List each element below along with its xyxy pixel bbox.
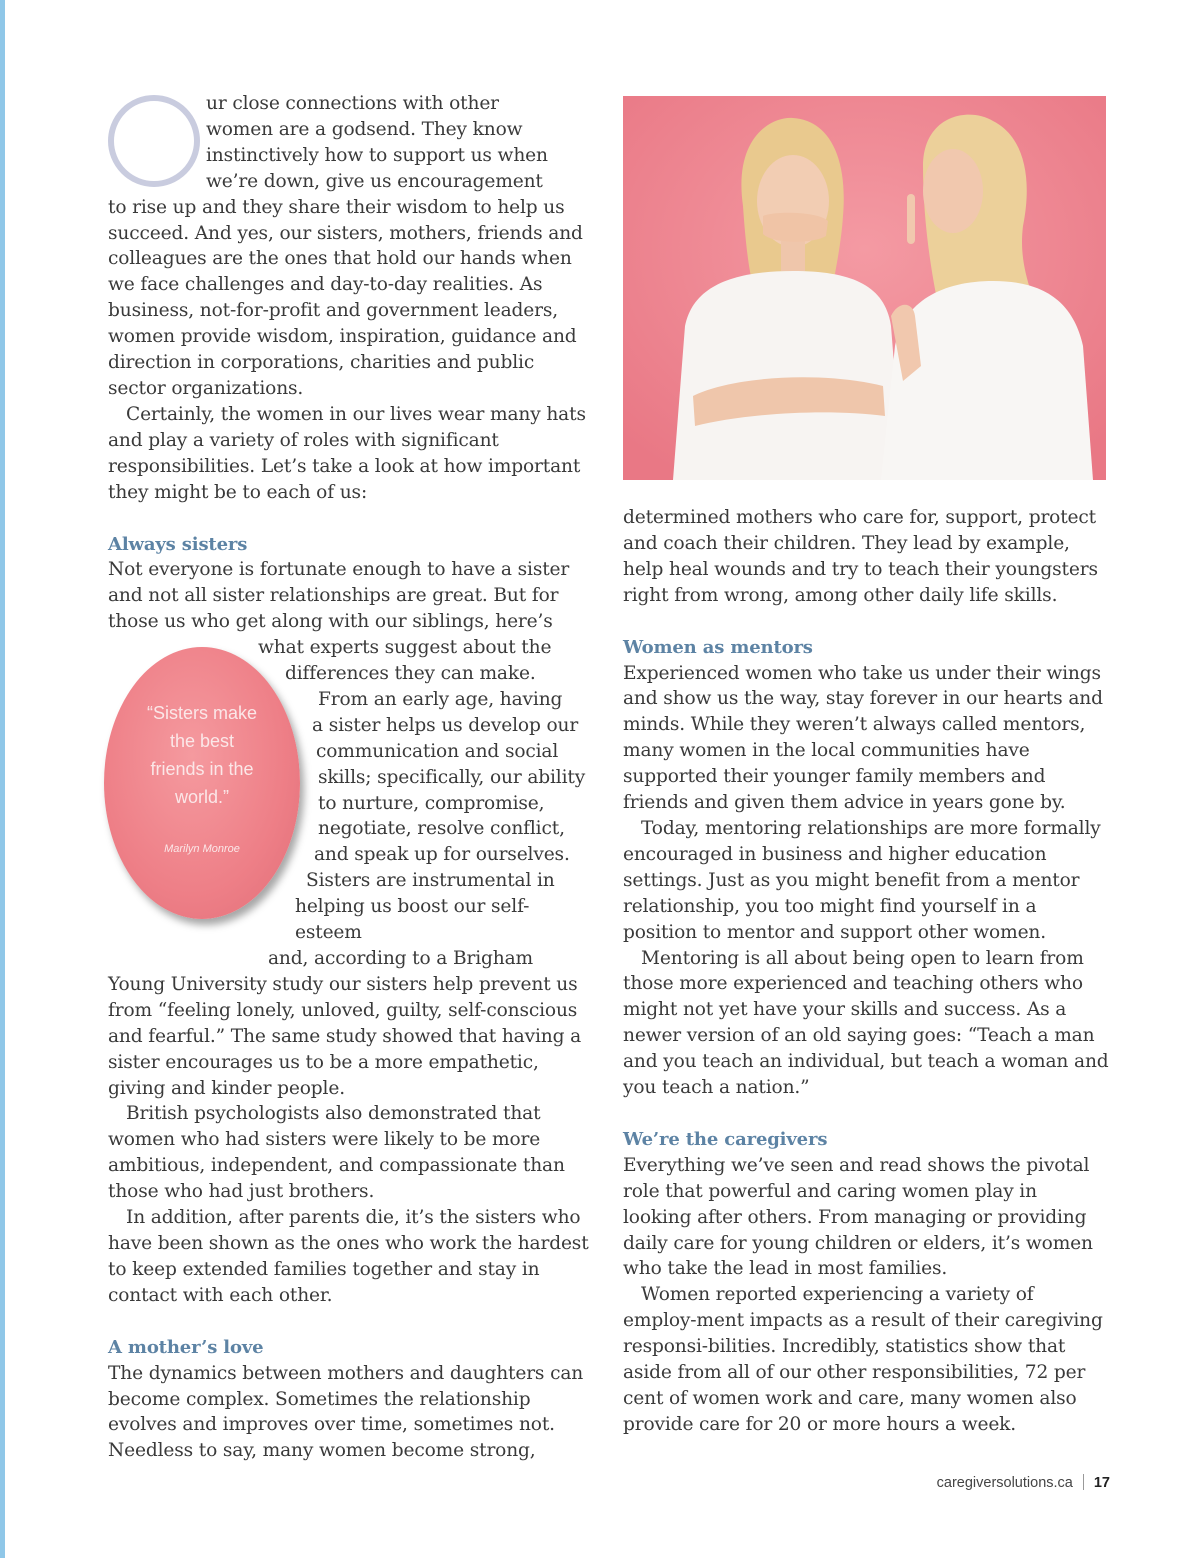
- drop-cap-letter: [108, 95, 200, 187]
- page-edge-bar: [0, 0, 5, 1558]
- sisters-paragraph-rest: Young University study our sisters help prevent us from “feeling lonely, unloved, guilty, self-conscious and fearful.” The same study showed that having a sister encourages us to be a more empathetic, giving and kinder people.: [108, 973, 582, 1099]
- two-women-photo: [623, 96, 1106, 480]
- mother-paragraph: The dynamics between mothers and daughters can become complex. Sometimes the relationship evolves and improves over time, sometimes not. Needless to say, many women become strong,: [108, 1362, 584, 1462]
- wrap-line: and, according to a Brigham: [268, 948, 534, 969]
- pull-quote-oval: [104, 647, 300, 919]
- pull-quote-author: Marilyn Monroe: [164, 843, 240, 855]
- sisters-paragraph-top: Not everyone is fortunate enough to have a sister and not all sister relationships are great. But for those us who get along with our siblings, here’s: [108, 559, 570, 633]
- wrap-line: what experts suggest about the: [258, 637, 552, 659]
- footer-site-link[interactable]: caregiversolutions.ca: [936, 1475, 1073, 1491]
- wrap-line: a sister helps us develop our: [312, 714, 579, 736]
- intro-line: women are a godsend. They know: [206, 118, 523, 140]
- wrap-line: and speak up for ourselves.: [314, 844, 570, 866]
- page-footer: [937, 1474, 1110, 1491]
- wrap-line: differences they can make.: [285, 663, 536, 685]
- heading-mothers-love: A mother’s love: [108, 1336, 264, 1358]
- wrap-line: negotiate, resolve conflict,: [318, 818, 565, 840]
- wrap-line: Sisters are instrumental in: [306, 870, 555, 892]
- mentors-paragraph-1: Experienced women who take us under their wings and show us the way, stay forever in our hearts and minds. While they weren’t always called mentors, many women in the local communities have supported their younger family members and friends and given them advice in years gone by.: [623, 662, 1103, 814]
- caregivers-paragraph-2: Women reported experiencing a variety of employ-ment impacts as a result of their caregiving responsi-bilities. Incredibly, statistics show that aside from all of our other responsibilities, 72 per cent of women work and care, many women also provide care for 20 or more hours a week.: [623, 1284, 1103, 1435]
- pull-quote-text: “Sisters make the best friends in the world.”: [146, 703, 258, 807]
- wrap-line: skills; specifically, our ability: [318, 766, 586, 788]
- intro-line: instinctively how to support us when: [206, 144, 548, 166]
- mentors-paragraph-2: Today, mentoring relationships are more formally encouraged in business and higher education settings. Just as you might benefit from a mentor relationship, you too might find yourself in a position to mentor and support other women.: [623, 817, 1101, 943]
- right-column: [623, 505, 1110, 1438]
- wrap-line: helping us boost our self-esteem: [295, 896, 530, 944]
- roles-paragraph: Certainly, the women in our lives wear many hats and play a variety of roles with significant responsibilities. Let’s take a look at how important they might be to each of us:: [108, 403, 586, 503]
- psychologists-paragraph: British psychologists also demonstrated that women who had sisters were likely to be more ambitious, independent, and compassionate than those who had just brothers.: [108, 1103, 565, 1203]
- wrap-line: communication and social: [316, 740, 559, 762]
- heading-women-as-mentors: Women as mentors: [623, 636, 813, 658]
- mother-paragraph-continued: determined mothers who care for, support, protect and coach their children. They lead by example, help heal wounds and try to teach their youngsters right from wrong, among other daily life skills.: [623, 507, 1098, 606]
- intro-paragraph-rest: to rise up and they share their wisdom to help us succeed. And yes, our sisters, mothers, friends and colleagues are the ones that hold our hands when we face challenges and day-to-day realities. As business, not-for-profit and government leaders, women provide wisdom, inspiration, guidance and direction in corporations, charities and public sector organizations.: [108, 196, 583, 399]
- intro-line: we’re down, give us encouragement: [206, 170, 543, 192]
- wrap-line: From an early age, having: [318, 688, 563, 710]
- heading-always-sisters: Always sisters: [108, 533, 248, 555]
- parents-paragraph: In addition, after parents die, it’s the sisters who have been shown as the ones who work the hardest to keep extended families together and stay in contact with each other.: [108, 1207, 589, 1306]
- heading-caregivers: We’re the caregivers: [623, 1128, 828, 1150]
- intro-line: ur close connections with other: [206, 93, 499, 114]
- caregivers-paragraph-1: Everything we’ve seen and read shows the pivotal role that powerful and caring women play in looking after others. From managing or providing daily care for young children or elders, it’s women who take the lead in most families.: [623, 1154, 1093, 1280]
- footer-divider: [1083, 1474, 1084, 1490]
- wrap-line: to nurture, compromise,: [318, 792, 545, 814]
- page-number: 17: [1093, 1475, 1110, 1491]
- photo-illustration: [623, 96, 1106, 480]
- mentors-paragraph-3: Mentoring is all about being open to learn from those more experienced and teaching others who might not yet have your skills and success. As a newer version of an old saying goes: “Teach a man and you teach an individual, but teach a woman and you teach a nation.”: [623, 947, 1109, 1099]
